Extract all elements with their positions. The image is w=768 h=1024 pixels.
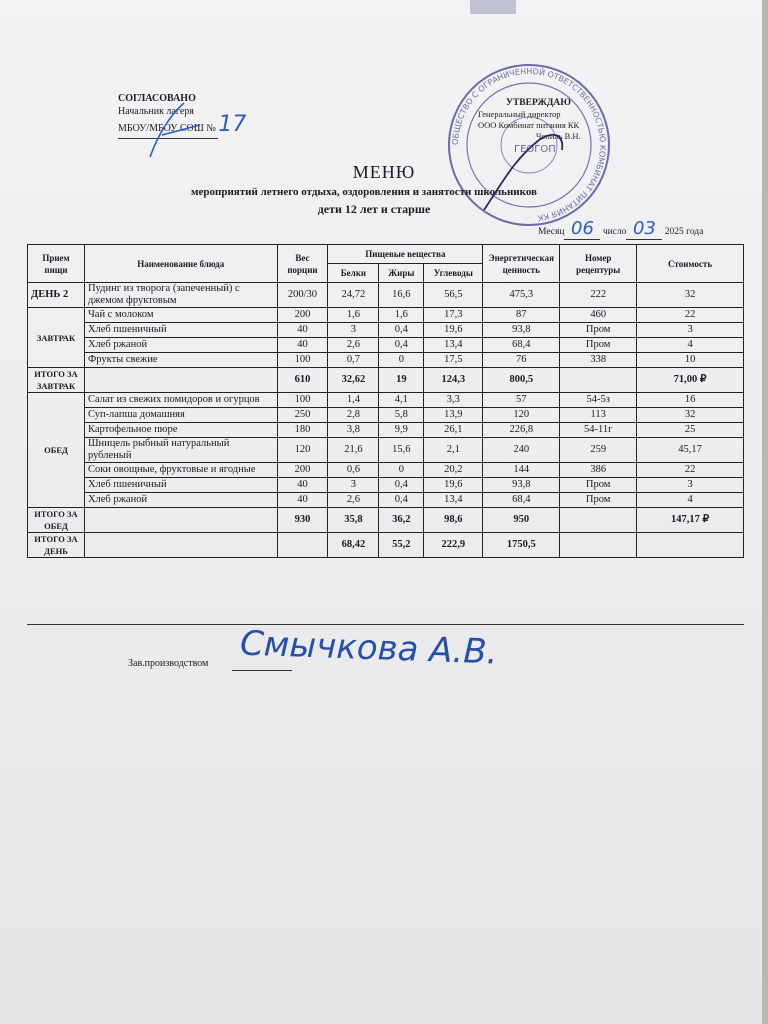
- protein: 1,4: [328, 393, 379, 408]
- agreed-signature-mark: [140, 95, 210, 165]
- header-cost: Стоимость: [637, 245, 744, 283]
- total-cost: 147,17 ₽: [637, 508, 744, 533]
- recipe-number: 259: [560, 438, 637, 463]
- total-energy: 800,5: [483, 368, 560, 393]
- fat: 0: [379, 463, 424, 478]
- header-carbs: Углеводы: [424, 264, 483, 283]
- carbs: 13,4: [424, 493, 483, 508]
- recipe-number: Пром: [560, 338, 637, 353]
- dish-name: Суп-лапша домашняя: [84, 408, 277, 423]
- protein: 3: [328, 323, 379, 338]
- total-fat: 19: [379, 368, 424, 393]
- cost: 16: [637, 393, 744, 408]
- header-energy: Энергетическая ценность: [483, 245, 560, 283]
- total-label: ИТОГО ЗА ОБЕД: [28, 508, 85, 533]
- energy: 68,4: [483, 493, 560, 508]
- recipe-number: Пром: [560, 323, 637, 338]
- table-row: [28, 283, 744, 308]
- portion-weight: 40: [277, 323, 328, 338]
- dish-name: Картофельное пюре: [84, 423, 277, 438]
- carbs: 13,9: [424, 408, 483, 423]
- protein: 0,7: [328, 353, 379, 368]
- meal-label: ЗАВТРАК: [28, 308, 85, 368]
- fat: 5,8: [379, 408, 424, 423]
- cost: 32: [637, 283, 744, 308]
- total-row: [28, 368, 744, 393]
- manager-signature-line: [232, 670, 292, 671]
- dish-name: Шницель рыбный натуральный рубленый: [84, 438, 277, 463]
- portion-weight: 100: [277, 353, 328, 368]
- dish-name: Соки овощные, фруктовые и ягодные: [84, 463, 277, 478]
- portion-weight: 200: [277, 463, 328, 478]
- fat: 4,1: [379, 393, 424, 408]
- meal-label: ОБЕД: [28, 393, 85, 508]
- cost: 22: [637, 308, 744, 323]
- menu-subtitle: мероприятий летнего отдыха, оздоровления и занятости школьников: [191, 186, 537, 198]
- fat: 0,4: [379, 478, 424, 493]
- fat: 0,4: [379, 323, 424, 338]
- total-recipe: [560, 368, 637, 393]
- menu-date: [538, 218, 703, 240]
- header-weight: Вес порции: [277, 245, 328, 283]
- table-row: [28, 408, 744, 423]
- total-energy: 950: [483, 508, 560, 533]
- total-carbs: 98,6: [424, 508, 483, 533]
- protein: 3: [328, 478, 379, 493]
- total-protein: 68,42: [328, 533, 379, 558]
- tape-strip: [470, 0, 516, 14]
- cost: 4: [637, 338, 744, 353]
- portion-weight: 100: [277, 393, 328, 408]
- day-label: число: [602, 227, 627, 237]
- carbs: 20,2: [424, 463, 483, 478]
- menu-table-body: [28, 283, 744, 558]
- table-row: [28, 323, 744, 338]
- menu-age-group: дети 12 лет и старше: [317, 202, 431, 216]
- stamp-inner: ГЕОГОП: [514, 144, 556, 155]
- recipe-number: 338: [560, 353, 637, 368]
- total-carbs: 222,9: [424, 533, 483, 558]
- protein: 2,6: [328, 338, 379, 353]
- recipe-number: 222: [560, 283, 637, 308]
- year-label: 2025 года: [664, 227, 704, 237]
- manager-signature: Смычкова А.В.: [239, 623, 499, 673]
- carbs: 17,5: [424, 353, 483, 368]
- portion-weight: 200/30: [277, 283, 328, 308]
- total-recipe: [560, 508, 637, 533]
- portion-weight: 40: [277, 478, 328, 493]
- energy: 87: [483, 308, 560, 323]
- carbs: 2,1: [424, 438, 483, 463]
- menu-title: МЕНЮ: [352, 162, 416, 182]
- energy: 144: [483, 463, 560, 478]
- cost: 3: [637, 478, 744, 493]
- cost: 3: [637, 323, 744, 338]
- dish-name: Салат из свежих помидоров и огурцов: [84, 393, 277, 408]
- total-protein: 35,8: [328, 508, 379, 533]
- carbs: 26,1: [424, 423, 483, 438]
- approve-line1: Генеральный директор: [478, 109, 561, 119]
- carbs: 56,5: [424, 283, 483, 308]
- agreed-heading: СОГЛАСОВАНО: [118, 93, 196, 104]
- recipe-number: 54-11г: [560, 423, 637, 438]
- energy: 68,4: [483, 338, 560, 353]
- protein: 0,6: [328, 463, 379, 478]
- dish-name: Хлеб ржаной: [84, 493, 277, 508]
- table-row: [28, 393, 744, 408]
- total-fat: 55,2: [379, 533, 424, 558]
- protein: 2,8: [328, 408, 379, 423]
- table-row: [28, 338, 744, 353]
- total-row: [28, 533, 744, 558]
- cost: 4: [637, 493, 744, 508]
- empty-cell: [84, 533, 277, 558]
- fat: 0: [379, 353, 424, 368]
- month-value: 06: [564, 218, 600, 240]
- energy: 475,3: [483, 283, 560, 308]
- portion-weight: 120: [277, 438, 328, 463]
- carbs: 17,3: [424, 308, 483, 323]
- protein: 24,72: [328, 283, 379, 308]
- protein: 1,6: [328, 308, 379, 323]
- total-energy: 1750,5: [483, 533, 560, 558]
- total-weight: 930: [277, 508, 328, 533]
- recipe-number: 113: [560, 408, 637, 423]
- carbs: 19,6: [424, 323, 483, 338]
- approve-line3: Чепиль В.Н.: [536, 131, 581, 141]
- carbs: 19,6: [424, 478, 483, 493]
- agreed-role: Начальник лагеря: [118, 106, 194, 117]
- header-dish: Наименование блюда: [84, 245, 277, 283]
- portion-weight: 250: [277, 408, 328, 423]
- recipe-number: Пром: [560, 478, 637, 493]
- dish-name: Хлеб ржаной: [84, 338, 277, 353]
- protein: 2,6: [328, 493, 379, 508]
- portion-weight: 40: [277, 493, 328, 508]
- dish-name: Хлеб пшеничный: [84, 478, 277, 493]
- energy: 226,8: [483, 423, 560, 438]
- carbs: 3,3: [424, 393, 483, 408]
- total-fat: 36,2: [379, 508, 424, 533]
- total-weight: [277, 533, 328, 558]
- recipe-number: 54-5з: [560, 393, 637, 408]
- cost: 10: [637, 353, 744, 368]
- total-weight: 610: [277, 368, 328, 393]
- portion-weight: 40: [277, 338, 328, 353]
- header-fat: Жиры: [379, 264, 424, 283]
- fat: 1,6: [379, 308, 424, 323]
- energy: 93,8: [483, 323, 560, 338]
- approve-heading: УТВЕРЖДАЮ: [506, 98, 571, 108]
- fat: 0,4: [379, 338, 424, 353]
- recipe-number: 386: [560, 463, 637, 478]
- energy: 57: [483, 393, 560, 408]
- month-label: Месяц: [538, 227, 565, 237]
- header-recipe: Номер рецептуры: [560, 245, 637, 283]
- carbs: 13,4: [424, 338, 483, 353]
- table-bottom-line: [27, 624, 744, 625]
- table-row: [28, 493, 744, 508]
- total-label: ИТОГО ЗА ДЕНЬ: [28, 533, 85, 558]
- fat: 16,6: [379, 283, 424, 308]
- protein: 21,6: [328, 438, 379, 463]
- fat: 15,6: [379, 438, 424, 463]
- menu-table: [27, 244, 744, 558]
- agreed-org: МБОУ/МБОУ СОШ №: [118, 123, 216, 134]
- table-row: [28, 353, 744, 368]
- portion-weight: 200: [277, 308, 328, 323]
- total-label: ИТОГО ЗА ЗАВТРАК: [28, 368, 85, 393]
- total-carbs: 124,3: [424, 368, 483, 393]
- cost: 32: [637, 408, 744, 423]
- total-recipe: [560, 533, 637, 558]
- energy: 93,8: [483, 478, 560, 493]
- empty-cell: [84, 368, 277, 393]
- table-row: [28, 423, 744, 438]
- day-value: 03: [626, 218, 662, 240]
- fat: 9,9: [379, 423, 424, 438]
- production-manager-label: Зав.производством: [128, 658, 209, 669]
- header-meal: Прием пищи: [28, 245, 85, 283]
- stamp-text: ОБЩЕСТВО С ОГРАНИЧЕННОЙ ОТВЕТСТВЕННОСТЬЮ КОМБИНАТ ПИТАНИЯ КК: [450, 66, 608, 223]
- protein: 3,8: [328, 423, 379, 438]
- handwritten-school-number: 17: [218, 112, 247, 137]
- empty-cell: [84, 508, 277, 533]
- cost: 45,17: [637, 438, 744, 463]
- header-protein: Белки: [328, 264, 379, 283]
- table-row: [28, 478, 744, 493]
- total-row: [28, 508, 744, 533]
- approve-line2: ООО Комбинат питания КК: [478, 120, 580, 130]
- cost: 25: [637, 423, 744, 438]
- cost: 22: [637, 463, 744, 478]
- table-row: [28, 438, 744, 463]
- dish-name: Чай с молоком: [84, 308, 277, 323]
- fat: 0,4: [379, 493, 424, 508]
- energy: 76: [483, 353, 560, 368]
- total-cost: [637, 533, 744, 558]
- recipe-number: 460: [560, 308, 637, 323]
- recipe-number: Пром: [560, 493, 637, 508]
- portion-weight: 180: [277, 423, 328, 438]
- dish-name: Пудинг из творога (запеченный) с джемом фруктовым: [84, 283, 277, 308]
- dish-name: Фрукты свежие: [84, 353, 277, 368]
- day-label: ДЕНЬ 2: [28, 283, 85, 308]
- energy: 240: [483, 438, 560, 463]
- table-row: [28, 308, 744, 323]
- table-row: [28, 463, 744, 478]
- header-nutrients: Пищевые вещества: [328, 245, 483, 264]
- dish-name: Хлеб пшеничный: [84, 323, 277, 338]
- total-cost: 71,00 ₽: [637, 368, 744, 393]
- approve-block: [478, 98, 581, 142]
- energy: 120: [483, 408, 560, 423]
- total-protein: 32,62: [328, 368, 379, 393]
